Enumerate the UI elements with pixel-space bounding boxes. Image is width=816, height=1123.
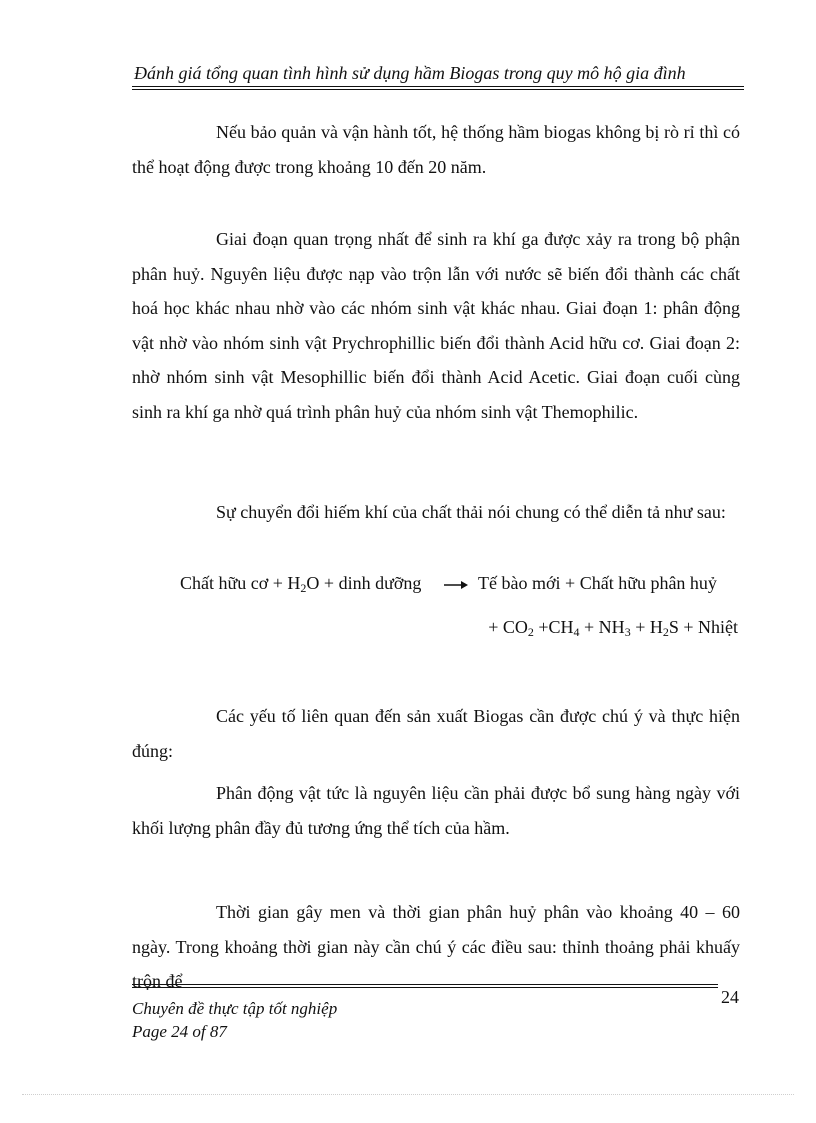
equation-lhs-b: O + dinh dưỡng — [306, 573, 422, 593]
eq2-sub-2: 4 — [573, 625, 580, 639]
eq2-term-2: +CH — [533, 617, 574, 637]
footer-page-info: Page 24 of 87 — [132, 1022, 227, 1041]
eq2-sub-1: 2 — [527, 625, 534, 639]
eq2-sub-4: 2 — [662, 625, 669, 639]
paragraph-anaerobic-conversion: Sự chuyển đổi hiếm khí của chất thải nói chung có thể diễn tả như sau: — [216, 502, 726, 522]
equation-line-2 — [488, 617, 738, 640]
page-bottom-dotted-border — [22, 1094, 794, 1095]
paragraph-factors-intro: Các yếu tố liên quan đến sản xuất Biogas cần được chú ý và thực hiện đúng: — [132, 706, 740, 761]
footer-document-title: Chuyên đề thực tập tốt nghiệp — [132, 999, 338, 1018]
paragraph-digestion-stages: Giai đoạn quan trọng nhất để sinh ra khí ga được xảy ra trong bộ phận phân huỷ. Nguyên liệu được nạp vào trộn lẫn với nước sẽ biến đổi thành các chất hoá học khác nhau nhờ vào các nhóm sinh vật khác nhau. Giai đoạn 1: phân động vật nhờ vào nhóm sinh vật Prychrophillic biến đổi thành Acid hữu cơ. Giai đoạn 2: nhờ nhóm sinh vật Mesophillic biến đổi thành Acid Acetic. Giai đoạn cuối cùng sinh ra khí ga nhờ quá trình phân huỷ của nhóm sinh vật Themophilic. — [132, 229, 740, 422]
page-header-title: Đánh giá tổng quan tình hình sử dụng hầm Biogas trong quy mô hộ gia đình — [134, 63, 686, 83]
footer-double-rule — [132, 984, 718, 988]
right-arrow-icon — [444, 580, 468, 590]
header-double-rule — [132, 86, 744, 90]
paragraph-operation-lifetime: Nếu bảo quản và vận hành tốt, hệ thống hầm biogas không bị rò rỉ thì có thể hoạt động được trong khoảng 10 đến 20 năm. — [132, 122, 740, 177]
equation-lhs-sub: 2 — [300, 581, 307, 595]
eq2-term-4: + H — [630, 617, 663, 637]
equation-rhs: Tế bào mới + Chất hữu phân huỷ — [478, 573, 717, 593]
eq2-sub-3: 3 — [624, 625, 631, 639]
equation-lhs-a: Chất hữu cơ + H — [180, 573, 301, 593]
eq2-term-1: + CO — [488, 617, 528, 637]
paragraph-manure-supply: Phân động vật tức là nguyên liệu cần phải được bổ sung hàng ngày với khối lượng phân đầy đủ tương ứng thể tích của hầm. — [132, 783, 740, 838]
eq2-term-3: + NH — [579, 617, 625, 637]
paragraph-fermentation-time: Thời gian gây men và thời gian phân huỷ phân vào khoảng 40 – 60 ngày. Trong khoảng thời gian này cần chú ý các điều sau: thỉnh thoảng phải khuấy trộn để — [132, 902, 740, 991]
page-number: 24 — [721, 987, 739, 1007]
eq2-term-5: S + Nhiệt — [668, 617, 738, 637]
equation-line-1 — [180, 573, 717, 596]
